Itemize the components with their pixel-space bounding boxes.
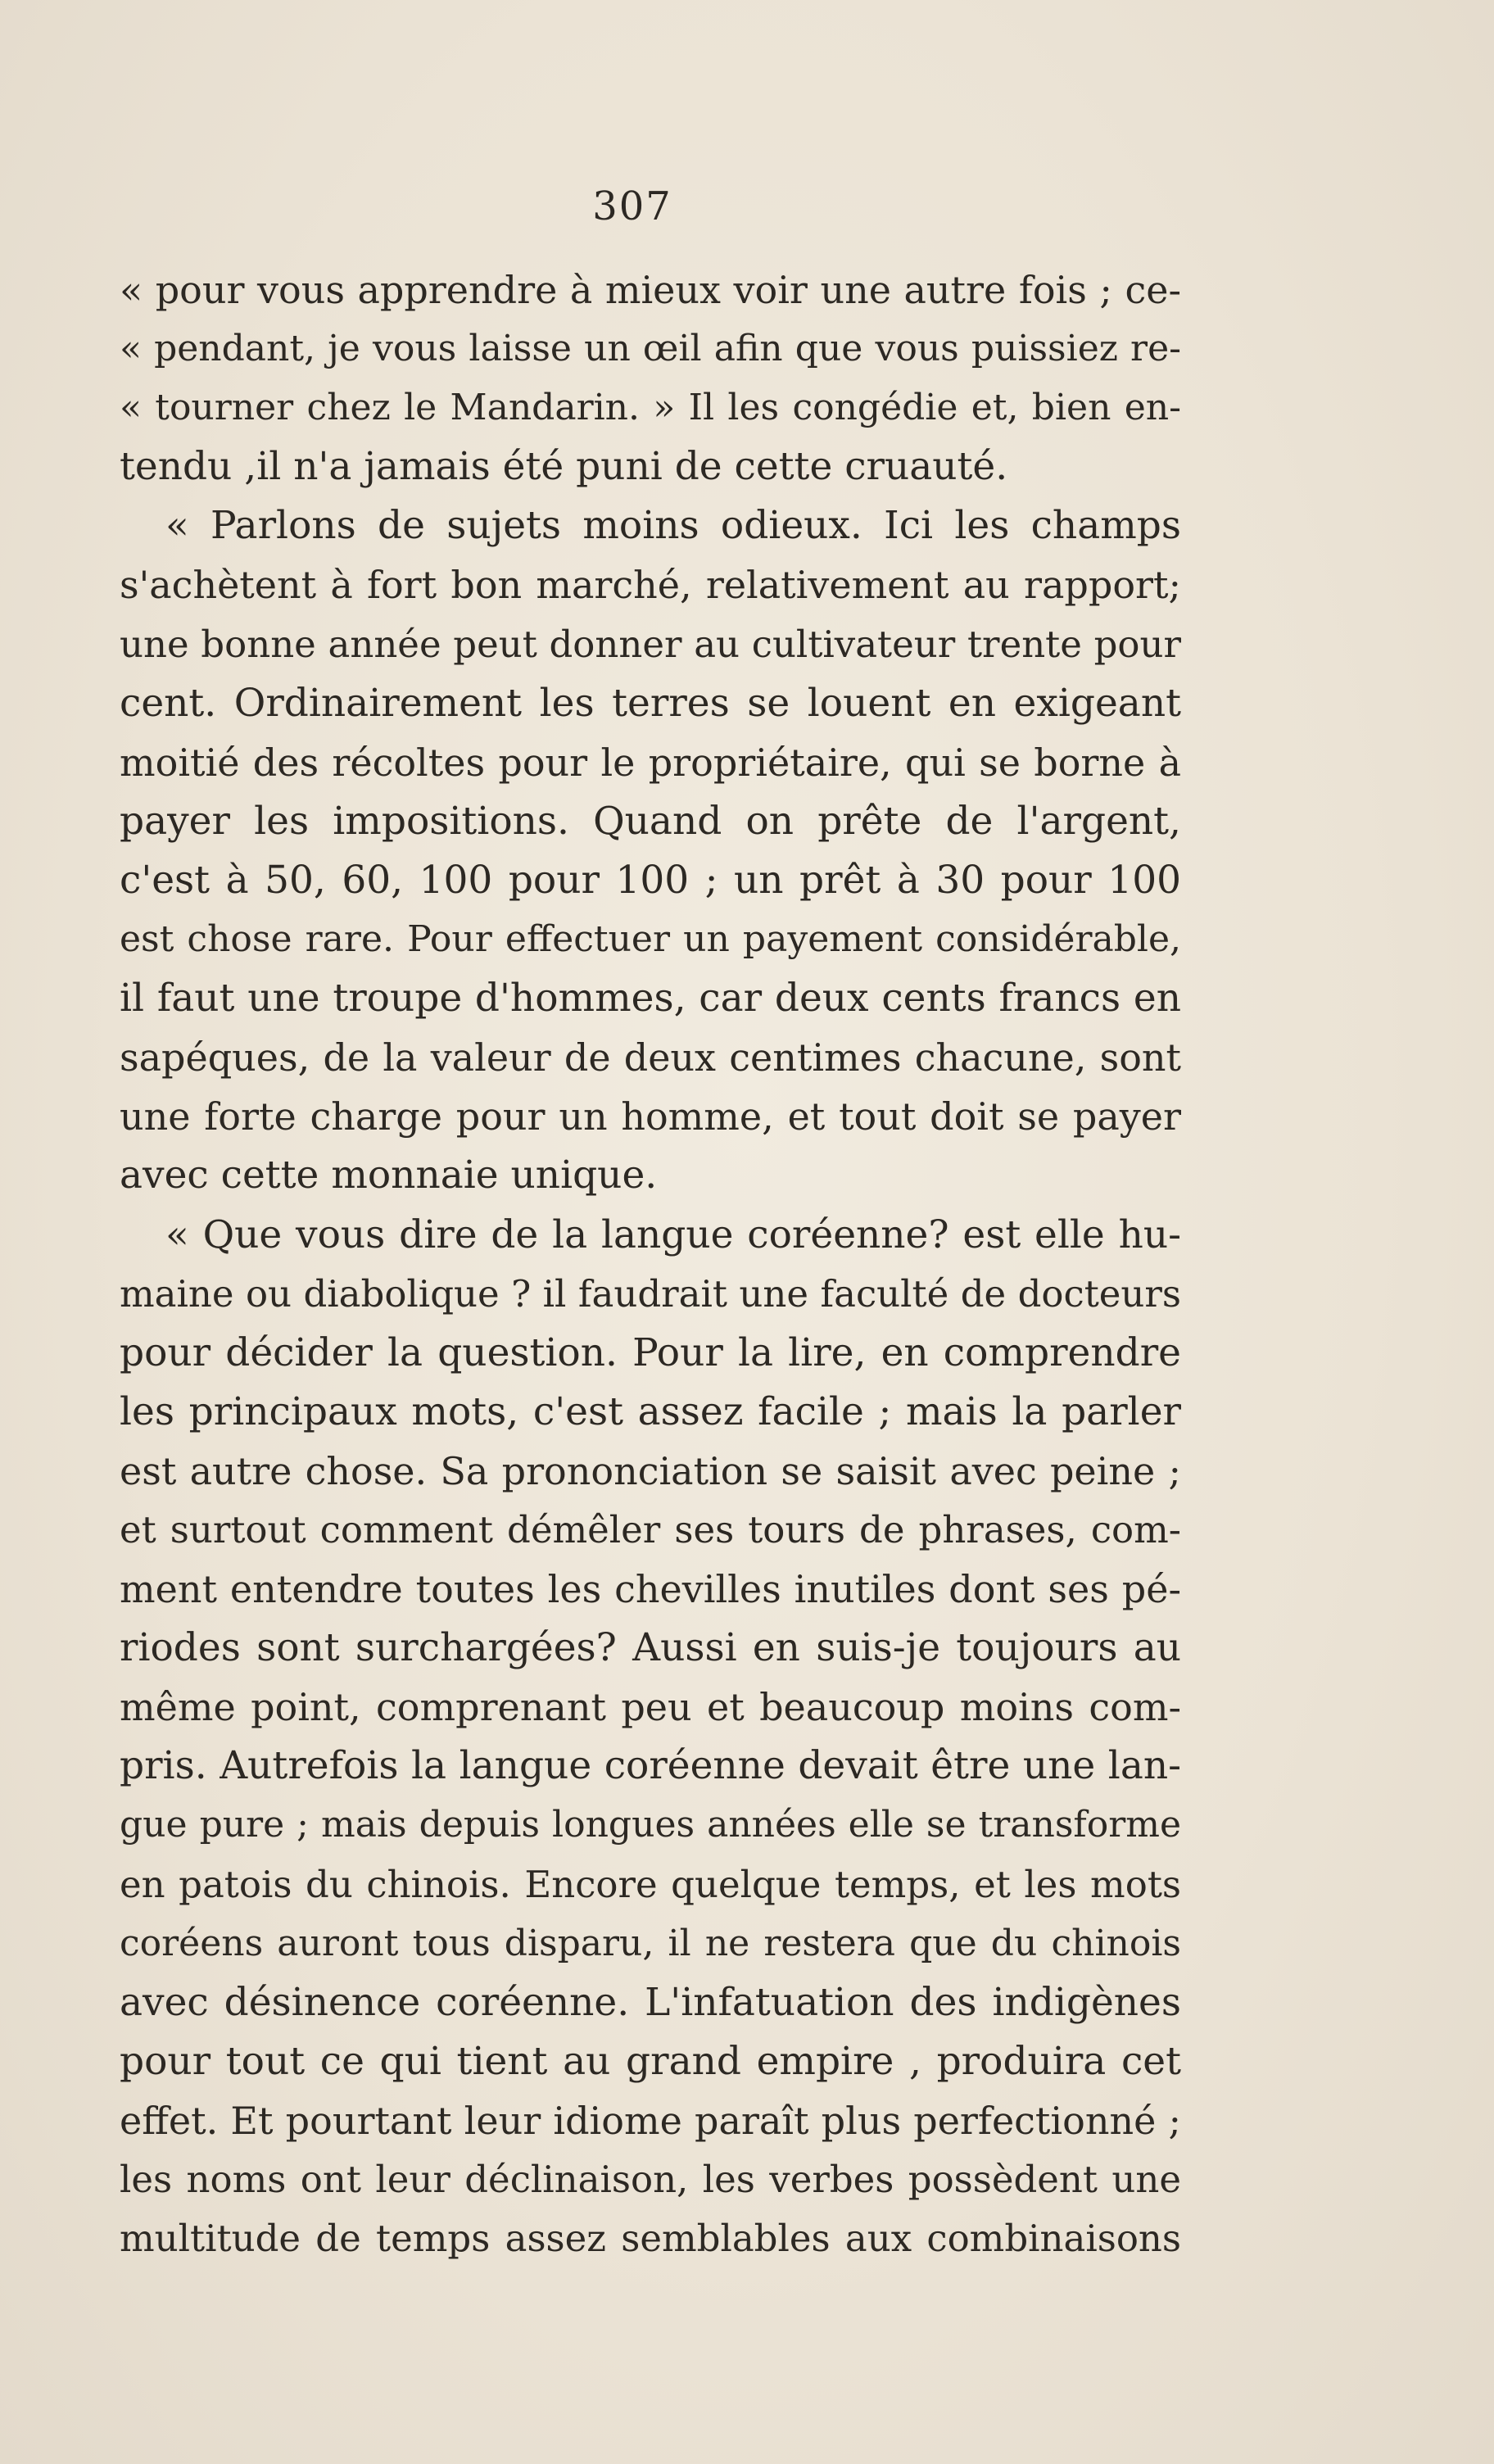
text-line: il faut une troupe d'hommes, car deux cents francs en bbox=[120, 976, 1181, 1021]
text-line: est chose rare. Pour effectuer un payement considérable, bbox=[120, 918, 1181, 961]
text-line: pour tout ce qui tient au grand empire , produira cet bbox=[120, 2038, 1181, 2084]
text-line: coréens auront tous disparu, il ne restera que du chinois bbox=[120, 1922, 1181, 1964]
text-line: « tourner chez le Mandarin. » Il les congédie et, bien en- bbox=[120, 387, 1181, 429]
text-line: avec désinence coréenne. L'infatuation des indigènes bbox=[120, 1979, 1181, 2025]
text-line: multitude de temps assez semblables aux combinaisons bbox=[120, 2217, 1181, 2261]
text-line: est autre chose. Sa prononciation se saisit avec peine ; bbox=[120, 1448, 1181, 1493]
text-line: tendu ,il n'a jamais été puni de cette cruauté. bbox=[120, 444, 1008, 490]
text-line: cent. Ordinairement les terres se louent en exigeant bbox=[120, 680, 1181, 726]
text-line: gue pure ; mais depuis longues années elle se transforme bbox=[120, 1804, 1181, 1846]
text-line: riodes sont surchargées? Aussi en suis-je toujours au bbox=[120, 1625, 1181, 1671]
text-line: payer les impositions. Quand on prête de l'argent, bbox=[120, 798, 1181, 844]
text-line: avec cette monnaie unique. bbox=[120, 1153, 658, 1198]
text-line: moitié des récoltes pour le propriétaire, qui se borne à bbox=[120, 740, 1181, 785]
text-line: une bonne année peut donner au cultivateur trente pour bbox=[120, 622, 1181, 666]
text-line: sapéques, de la valeur de deux centimes chacune, sont bbox=[120, 1035, 1181, 1080]
text-line: et surtout comment démêler ses tours de phrases, com- bbox=[120, 1507, 1181, 1551]
text-line: même point, comprenant peu et beaucoup moins com- bbox=[120, 1685, 1181, 1730]
page-number: 307 bbox=[592, 183, 672, 229]
text-line: pour décider la question. Pour la lire, en comprendre bbox=[120, 1329, 1181, 1375]
text-line: pris. Autrefois la langue coréenne devait être une lan- bbox=[120, 1743, 1181, 1789]
text-line: les principaux mots, c'est assez facile ; mais la parler bbox=[120, 1388, 1181, 1434]
text-line: « Que vous dire de la langue coréenne? est elle hu- bbox=[165, 1212, 1181, 1257]
text-line: maine ou diabolique ? il faudrait une faculté de docteurs bbox=[120, 1271, 1181, 1316]
text-line: en patois du chinois. Encore quelque temps, et les mots bbox=[120, 1862, 1181, 1906]
text-line: c'est à 50, 60, 100 pour 100 ; un prêt à 30 pour 100 bbox=[120, 857, 1181, 903]
text-line: effet. Et pourtant leur idiome paraît plus perfectionné ; bbox=[120, 2098, 1181, 2143]
text-line: une forte charge pour un homme, et tout doit se payer bbox=[120, 1094, 1181, 1139]
text-line: « pendant, je vous laisse un œil afin que vous puissiez re- bbox=[120, 328, 1181, 370]
text-line: « pour vous apprendre à mieux voir une autre fois ; ce- bbox=[120, 268, 1181, 312]
text-line: « Parlons de sujets moins odieux. Ici les champs bbox=[165, 503, 1181, 549]
text-line: s'achètent à fort bon marché, relativement au rapport; bbox=[120, 563, 1181, 608]
text-line: les noms ont leur déclinaison, les verbes possèdent une bbox=[120, 2158, 1181, 2201]
body-text bbox=[120, 260, 1181, 2268]
text-line: ment entendre toutes les chevilles inutiles dont ses pé- bbox=[120, 1567, 1181, 1612]
